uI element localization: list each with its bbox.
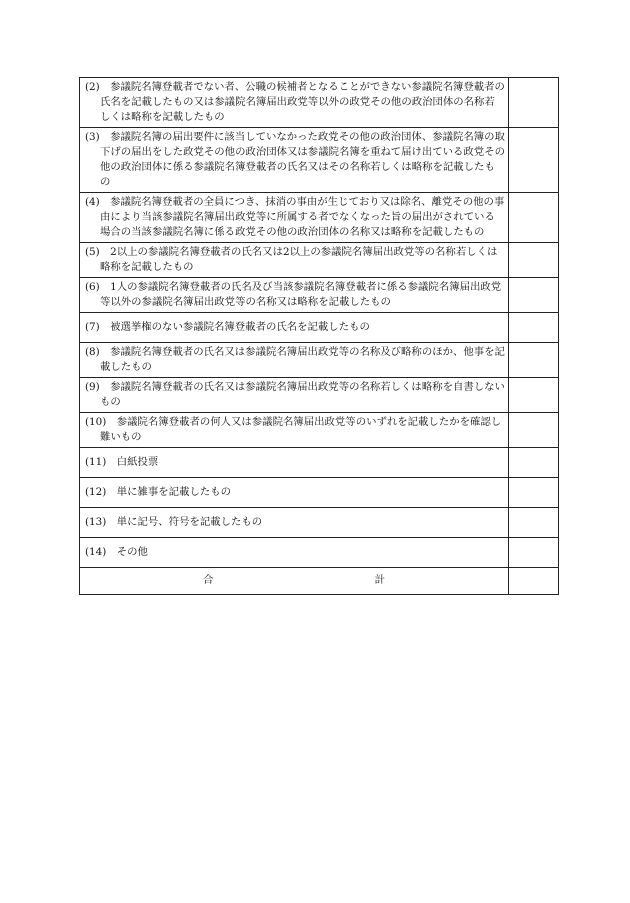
row-label-cell <box>80 413 509 448</box>
count-cell[interactable] <box>509 243 559 278</box>
row-label: (8) 参議院名簿登載者の氏名又は参議院名簿届出政党等の名称及び略称のほか、他事を記載したもの <box>85 346 505 373</box>
total-label-cell <box>80 568 509 595</box>
total-label-char-1: 合 <box>203 574 214 586</box>
row-label: (10) 参議院名簿登載者の何人又は参議院名簿届出政党等のいずれを記載したかを確認し難いもの <box>85 416 502 443</box>
table-row <box>80 243 559 278</box>
table-row <box>80 193 559 243</box>
total-label-char-2: 計 <box>374 574 385 586</box>
table-row <box>80 78 559 128</box>
row-label: (6) 1人の参議院名簿登載者の氏名及び当該参議院名簿登載者に係る参議院名簿届出政党等以外の参議院名簿届出政党等の名称又は略称を記載したもの <box>85 281 502 308</box>
row-label: (3) 参議院名簿の届出要件に該当していなかった政党その他の政治団体、参議院名簿の取下げの届出をした政党その他の政治団体又は参議院名簿を重ねて届け出ている政党その他の政治団体に係る参議院名簿登載者の氏名又はその名称若しくは略称を記載したもの <box>85 131 505 188</box>
count-cell[interactable] <box>509 538 559 568</box>
table-row <box>80 378 559 413</box>
table-row <box>80 478 559 508</box>
row-label: (7) 被選挙権のない参議院名簿登載者の氏名を記載したもの <box>85 321 370 333</box>
row-label-cell <box>80 508 509 538</box>
table-row <box>80 538 559 568</box>
table-row <box>80 413 559 448</box>
count-cell[interactable] <box>509 193 559 243</box>
row-label: (13) 単に記号、符号を記載したもの <box>85 516 263 528</box>
count-cell[interactable] <box>509 78 559 128</box>
row-label: (9) 参議院名簿登載者の氏名又は参議院名簿届出政党等の名称若しくは略称を自書しないもの <box>85 381 505 408</box>
row-label: (4) 参議院名簿登載者の全員につき、抹消の事由が生じており又は除名、離党その他の事由により当該参議院名簿届出政党等に所属する者でなくなった旨の届出がされている場合の当該参議院名簿に係る政党その他の政治団体の名称又は略称を記載したもの <box>85 196 505 238</box>
row-label: (2) 参議院名簿登載者でない者、公職の候補者となることができない参議院名簿登載者の氏名を記載したもの又は参議院名簿届出政党等以外の政党その他の政治団体の名称若しくは略称を記載したもの <box>85 81 505 123</box>
count-cell[interactable] <box>509 478 559 508</box>
row-label-cell <box>80 478 509 508</box>
row-label-cell <box>80 343 509 378</box>
count-cell[interactable] <box>509 413 559 448</box>
table-row <box>80 508 559 538</box>
row-label-cell <box>80 313 509 343</box>
row-label: (12) 単に雑事を記載したもの <box>85 486 232 498</box>
row-label-cell <box>80 448 509 478</box>
count-cell[interactable] <box>509 313 559 343</box>
table-row <box>80 128 559 193</box>
row-label-cell <box>80 128 509 193</box>
total-row <box>80 568 559 595</box>
count-cell[interactable] <box>509 278 559 313</box>
row-label: (5) 2以上の参議院名簿登載者の氏名又は2以上の参議院名簿届出政党等の名称若しくは略称を記載したもの <box>85 246 498 273</box>
table-row <box>80 313 559 343</box>
row-label-cell <box>80 243 509 278</box>
count-cell[interactable] <box>509 378 559 413</box>
count-cell[interactable] <box>509 448 559 478</box>
row-label-cell <box>80 78 509 128</box>
invalid-ballot-table <box>79 77 559 595</box>
count-cell[interactable] <box>509 508 559 538</box>
row-label: (14) その他 <box>85 546 148 558</box>
total-count-cell[interactable] <box>509 568 559 595</box>
row-label-cell <box>80 193 509 243</box>
count-cell[interactable] <box>509 128 559 193</box>
table-row <box>80 448 559 478</box>
row-label-cell <box>80 538 509 568</box>
table-row <box>80 278 559 313</box>
row-label-cell <box>80 378 509 413</box>
count-cell[interactable] <box>509 343 559 378</box>
row-label-cell <box>80 278 509 313</box>
row-label: (11) 白紙投票 <box>85 456 159 468</box>
table-row <box>80 343 559 378</box>
